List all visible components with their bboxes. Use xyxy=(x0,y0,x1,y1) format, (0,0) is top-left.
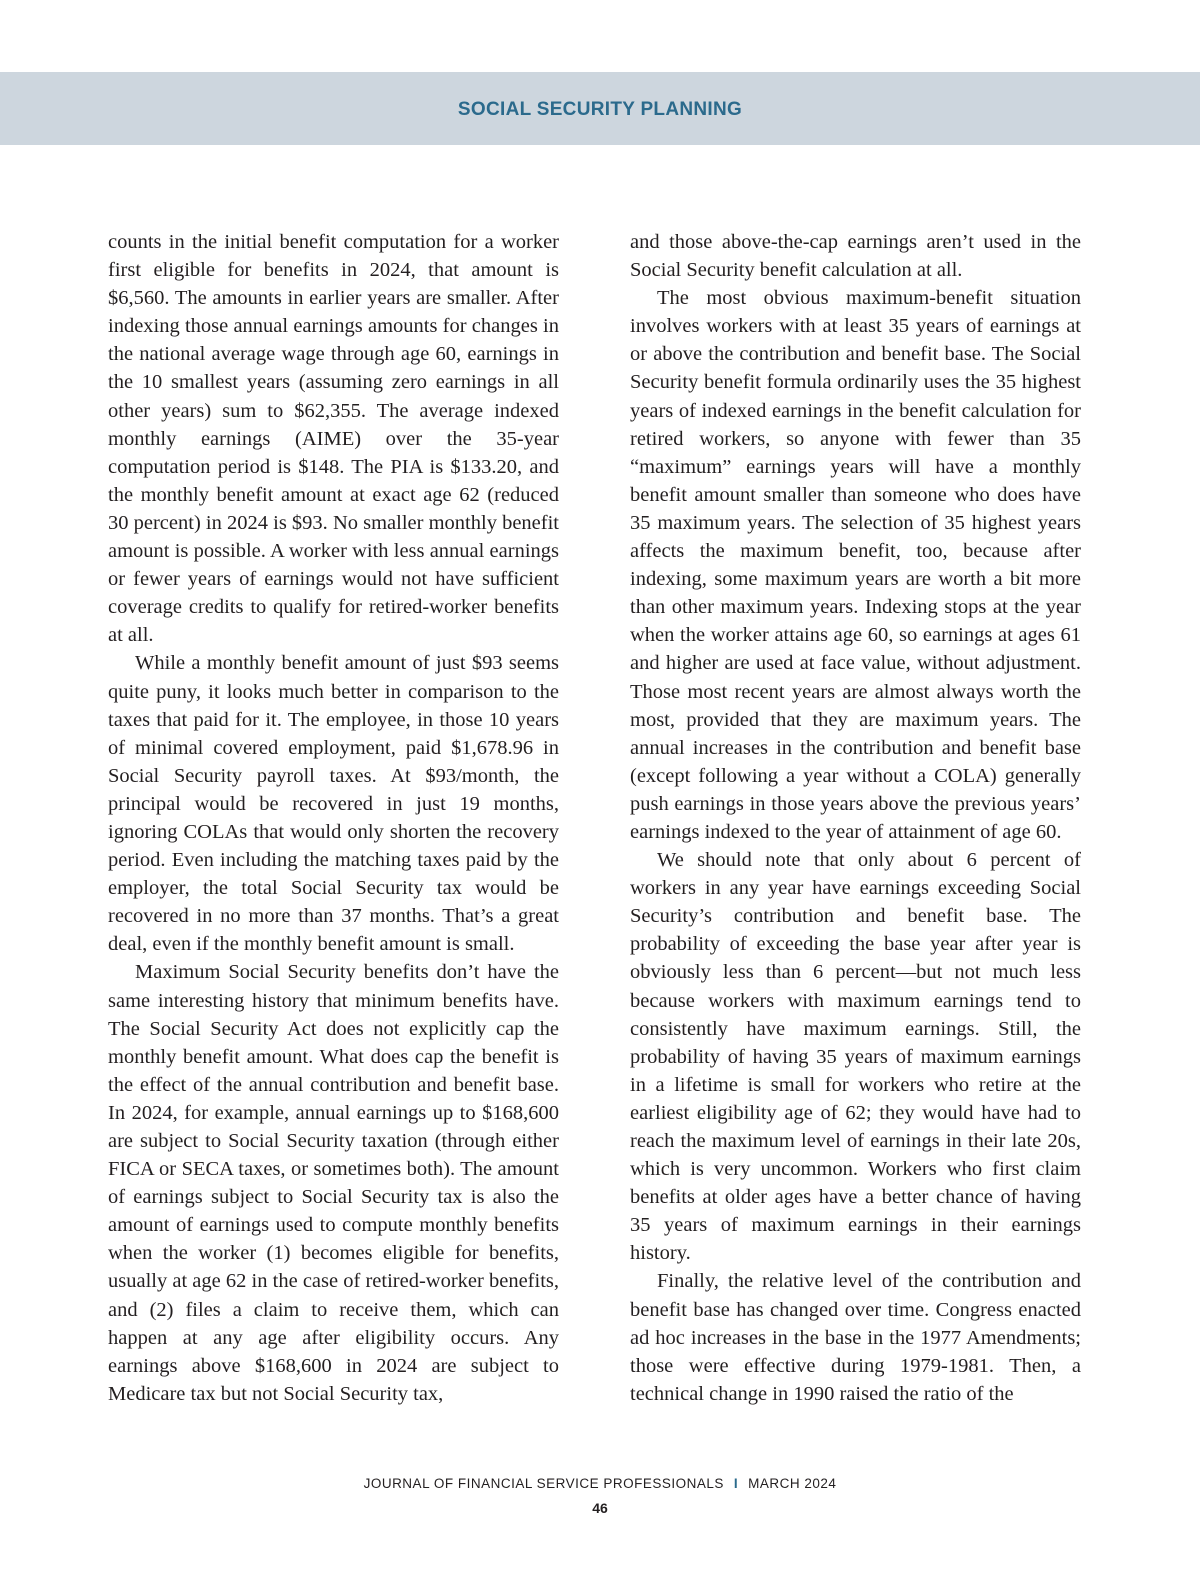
running-footer xyxy=(0,1476,1200,1491)
article-column-left xyxy=(108,228,559,1408)
article-column-right xyxy=(630,228,1081,1408)
paragraph: The most obvious maximum-benefit situation involves workers with at least 35 years of earnings at or above the contribution and benefit base. The Social Security benefit formula ordinarily uses the 35 highest years of indexed earnings in the benefit calculation for retired workers, so anyone with fewer than 35 “maximum” earnings years will have a monthly benefit amount smaller than someone who does have 35 maximum years. The selection of 35 highest years affects the maximum benefit, too, because after indexing, some maximum years are worth a bit more than other maximum years. Indexing stops at the year when the worker attains age 60, so earnings at ages 61 and higher are used at face value, without adjustment. Those most recent years are almost always worth the most, provided that they are maximum years. The annual increases in the contribution and benefit base (except following a year without a COLA) generally push earnings in those years above the previous years’ earnings indexed to the year of attainment of age 60. xyxy=(630,287,1081,843)
paragraph: counts in the initial benefit computation for a worker first eligible for benefits in 2024, that amount is $6,560. The amounts in earlier years are smaller. After indexing those annual earnings amounts for changes in the national average wage through age 60, earnings in the 10 smallest years (assuming zero earnings in all other years) sum to $62,355. The average indexed monthly earnings (AIME) over the 35-year computation period is $148. The PIA is $133.20, and the monthly benefit amount at exact age 62 (reduced 30 percent) in 2024 is $93. No smaller monthly benefit amount is possible. A worker with less annual earnings or fewer years of earnings would not have sufficient coverage credits to qualify for retired-worker benefits at all. xyxy=(108,231,559,647)
paragraph: and those above-the-cap earnings aren’t used in the Social Security benefit calculation at all. xyxy=(630,231,1081,282)
section-title: SOCIAL SECURITY PLANNING xyxy=(457,98,743,120)
running-header xyxy=(0,72,1200,145)
paragraph: Finally, the relative level of the contribution and benefit base has changed over time. Congress enacted ad hoc increases in the base in the 1977 Amendments; those were effective during 1979-1981. Then, a technical change in 1990 raised the ratio of the xyxy=(630,1270,1081,1405)
paragraph: We should note that only about 6 percent of workers in any year have earnings exceeding Social Security’s contribution and benefit base. The probability of exceeding the base year after year is obviously less than 6 percent—but not much less because workers with maximum earnings tend to consistently have maximum earnings. Still, the probability of having 35 years of maximum earnings in a lifetime is small for workers who retire at the earliest eligibility age of 62; they would have had to reach the maximum level of earnings in their late 20s, which is very uncommon. Workers who first claim benefits at older ages have a better chance of having 35 years of maximum earnings in their earnings history. xyxy=(630,849,1081,1265)
journal-name: JOURNAL OF FINANCIAL SERVICE PROFESSIONALS xyxy=(363,1476,724,1491)
page-number: 46 xyxy=(592,1500,608,1516)
paragraph: Maximum Social Security benefits don’t have the same interesting history that minimum benefits have. The Social Security Act does not explicitly cap the monthly benefit amount. What does cap the benefit is the effect of the annual contribution and benefit base. In 2024, for example, annual earnings up to $168,600 are subject to Social Security taxation (through either FICA or SECA taxes, or sometimes both). The amount of earnings subject to Social Security tax is also the amount of earnings used to compute monthly benefits when the worker (1) becomes eligible for benefits, usually at age 62 in the case of retired-worker benefits, and (2) files a claim to receive them, which can happen at any age after eligibility occurs. Any earnings above $168,600 in 2024 are subject to Medicare tax but not Social Security tax, xyxy=(108,961,559,1405)
footer-separator: I xyxy=(733,1476,739,1491)
issue-date: MARCH 2024 xyxy=(748,1476,837,1491)
paragraph: While a monthly benefit amount of just $93 seems quite puny, it looks much better in comparison to the taxes that paid for it. The employee, in those 10 years of minimal covered employment, paid $1,678.96 in Social Security payroll taxes. At $93/month, the principal would be recovered in just 19 months, ignoring COLAs that would only shorten the recovery period. Even including the matching taxes paid by the employer, the total Social Security tax would be recovered in no more than 37 months. That’s a great deal, even if the monthly benefit amount is small. xyxy=(108,652,559,956)
